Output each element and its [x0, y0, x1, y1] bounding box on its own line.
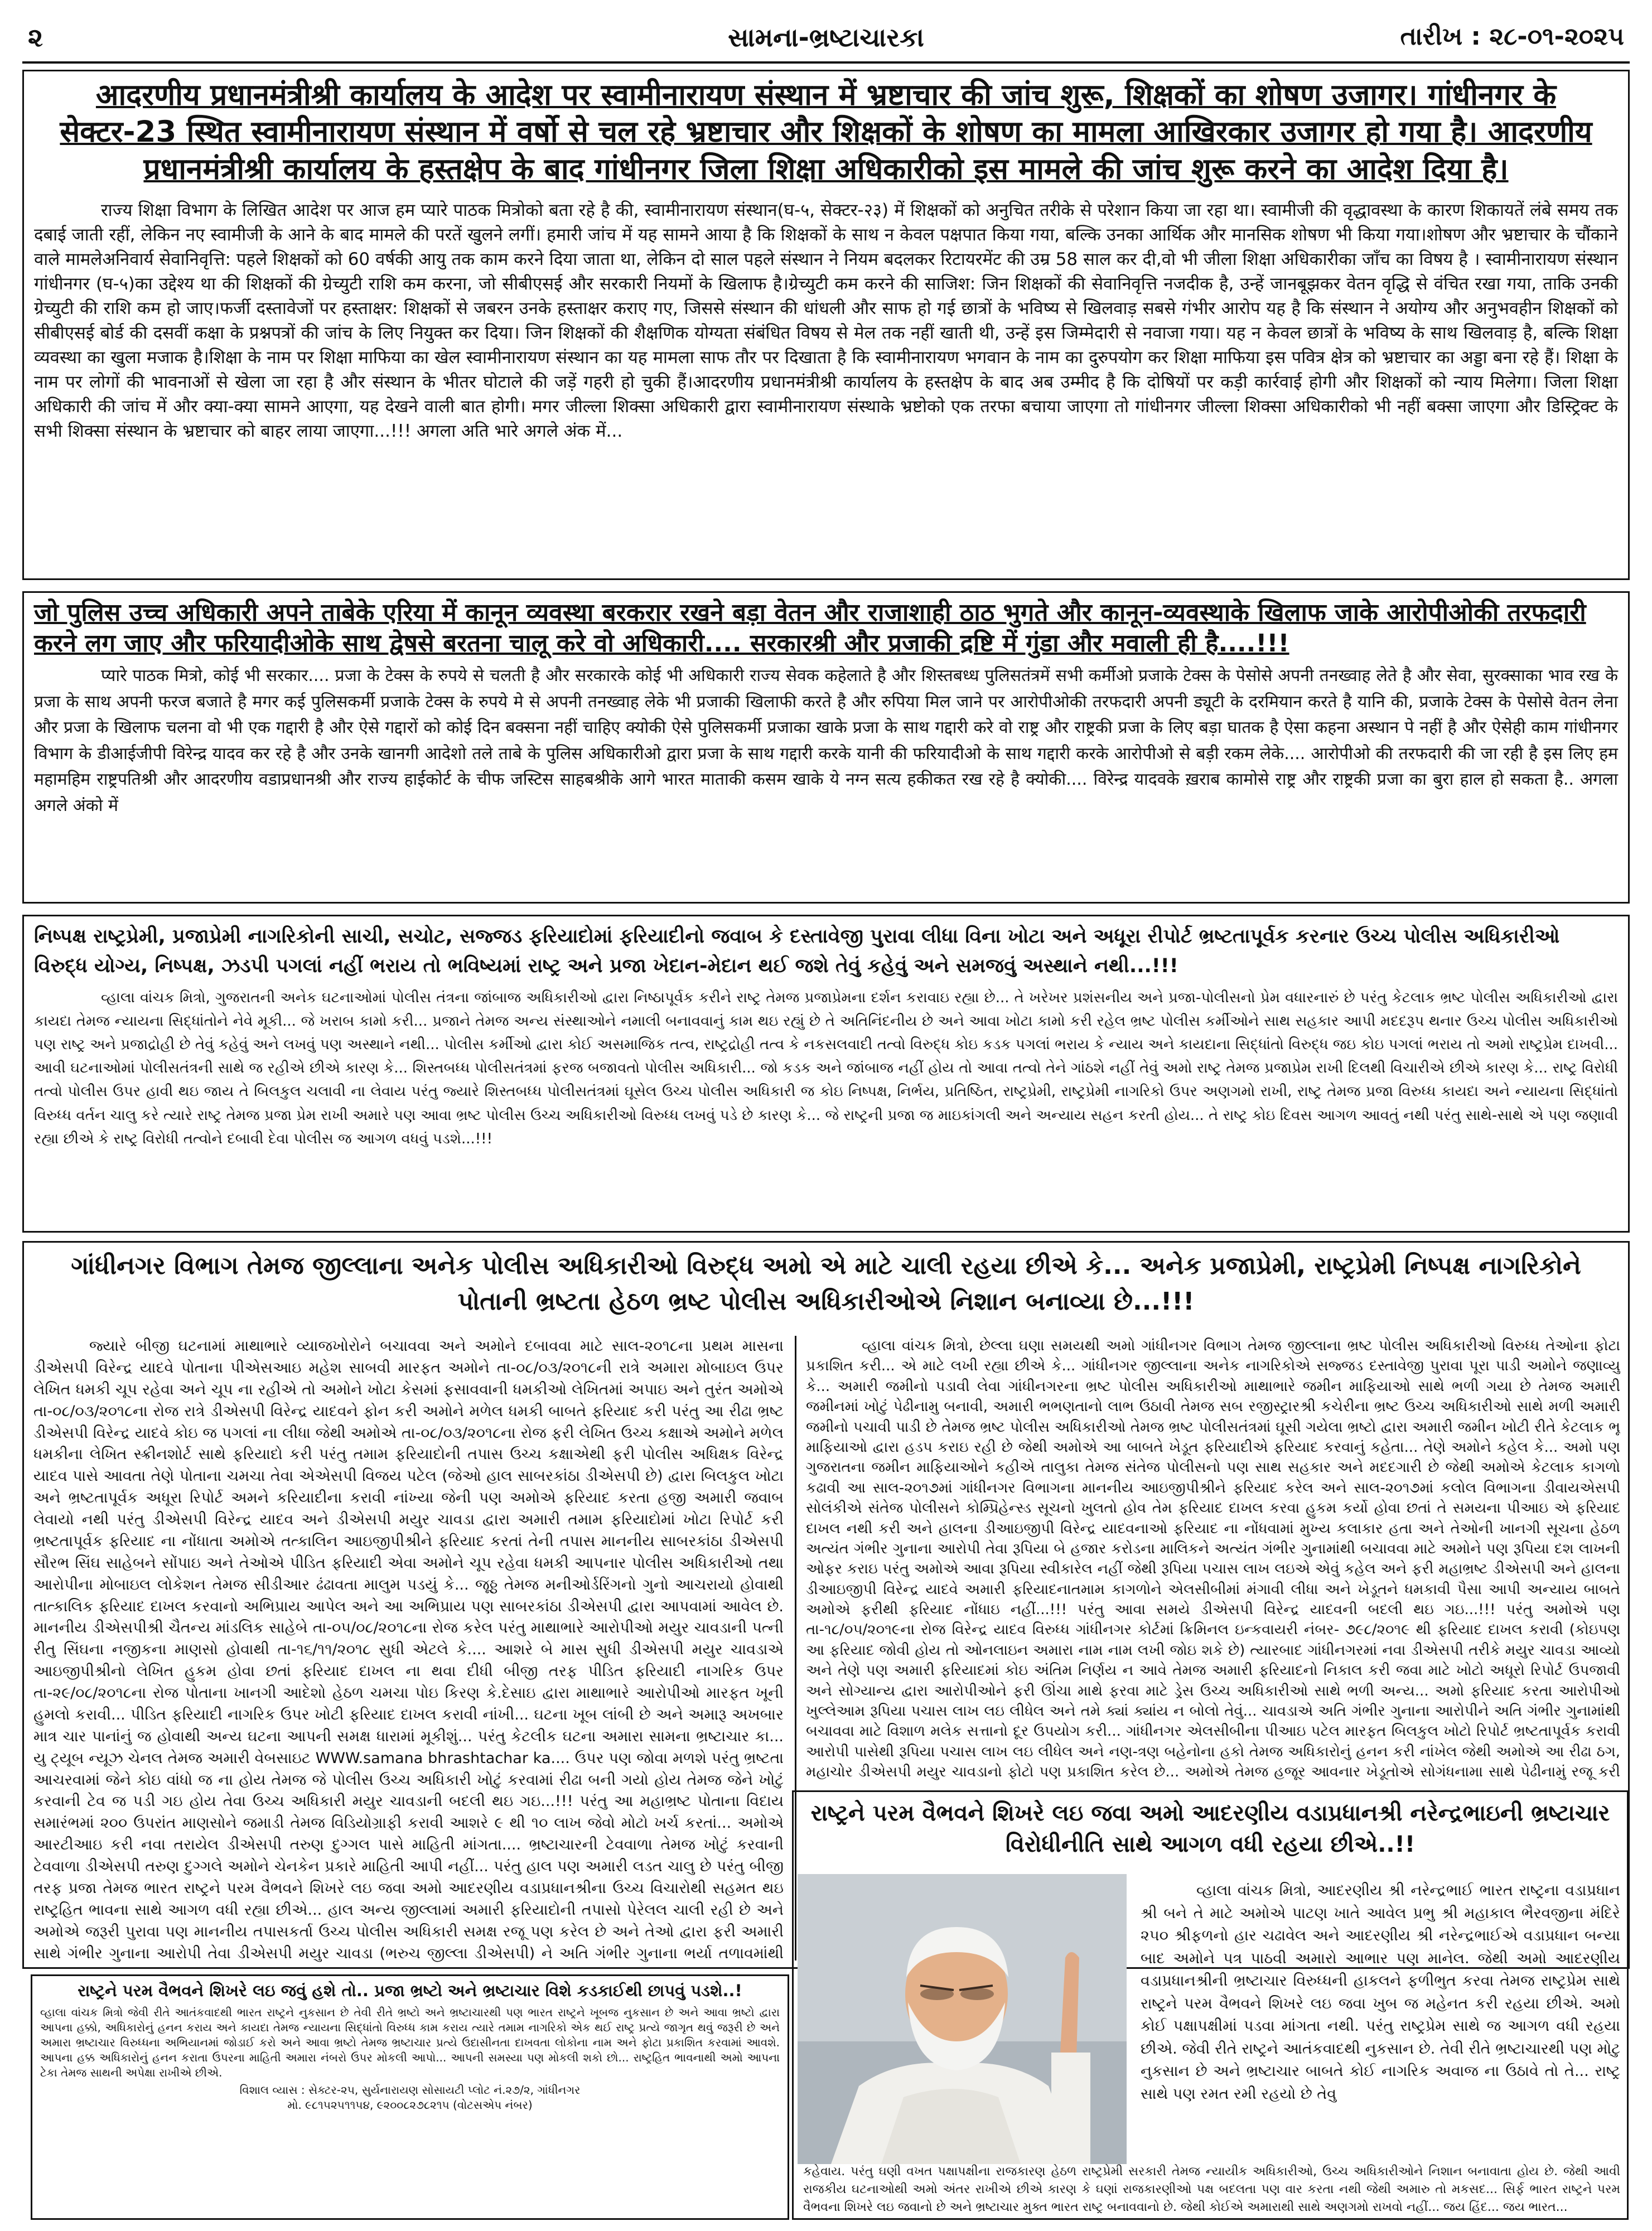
story-impartial-citizens-headline: નિષ્પક્ષ રાષ્ટ્રપ્રેમી, પ્રજાપ્રેમી નાગરિકોની સાચી, સચોટ, સજ્જડ ફરિયાદોમાં ફરિયાદીનો જવાબ કે દસ્તાવેજી પુરાવા લીધા વિના ખોટા અને અધૂરા રીપોર્ટ ભ્રષ્ટતાપૂર્વક કરનાર ઉચ્ચ પોલીસ અધિકારીઓ વિરુદ્ધ યોગ્ય, નિષ્પક્ષ, ઝડપી પગલાં નહીં ભરાય તો ભવિષ્યમાં રાષ્ટ્ર અને પ્રજા ખેદાન-મેદાન થઈ જશે તેવું કહેવું અને સમજવું અસ્થાને નથી...!!!	[34, 925, 1560, 977]
story-pm-body-beside	[1141, 1880, 1620, 2184]
appeal-headline: રાષ્ટ્રને પરમ વૈભવને શિખરે લઇ જવું હશે તો.. પ્રજા ભ્રષ્ટો અને ભ્રષ્ટાચાર વિશે કડકાઈથી છાપવું પડશે..!	[78, 1981, 742, 2000]
appeal-body: વ્હાલા વાંચક મિત્રો જેવી રીતે આતંકવાદથી ભારત રાષ્ટ્રને નુકસાન છે તેવી રીતે ભ્રષ્ટો અને ભ્રષ્ટાચારથી પણ ભારત રાષ્ટ્રને ખૂબજ નુકસાન છે અને આવા ભ્રષ્ટો દ્વારા આપના હક્કો, અધિકારોનું હનન કરાય અને કાયદા તેમજ ન્યાયના સિદ્ધાંતો વિરુધ્ધ કામ કરાય ત્યારે તમામ નાગરિકો એક થઈ રાષ્ટ્ર પ્રત્યે જાગૃત થવું જરૂરી છે અને અમારા ભ્રષ્ટાચાર વિરુધ્ધના અભિયાનમાં જોડાઈ કરો અને આવા ભ્રષ્ટો તેમજ ભ્રષ્ટાચાર પ્રત્યે ઉદાસીનતા દાખવતા લોકોના નામ અને ફોટા પ્રકાશિત કરવામાં આવશે. આપના હક્ક અધિકારોનું હનન કરાતા ઉપરના માહિતી અમારા નંબરો ઉપર મોકલી આપો... આપની સમસ્યા પણ મોકલી શકો છો... રાષ્ટ્રહિત ભાવનાથી અમો આપના ટેકા તેમજ સાથની અપેક્ષા રાખીએ છીએ.	[40, 2005, 780, 2079]
story-gandhinagar-police-left-column	[33, 1336, 784, 1963]
story-swaminarayan	[22, 70, 1630, 580]
story-impartial-citizens-body	[34, 986, 1618, 1151]
story-swaminarayan-headline: आदरणीय प्रधानमंत्रीश्री कार्यालय के आदेश पर स्वामीनारायण संस्थान में भ्रष्टाचार की जांच शुरू, शिक्षकों का शोषण उजागर। गांधीनगर के सेक्टर-23 स्थित स्वामीनारायण संस्थान में वर्षो से चल रहे भ्रष्टाचार और शिक्षकों के शोषण का मामला आखिरकार उजागर हो गया है। आदरणीय प्रधानमंत्रीश्री कार्यालय के हस्तक्षेप के बाद गांधीनगर जिला शिक्षा अधिकारीको इस मामले की जांच शुरू करने का आदेश दिया है।	[60, 78, 1592, 186]
story-gandhinagar-police-left-text: જ્યારે બીજી ઘટનામાં માથાભારે વ્યાજખોરોને બચાવવા અને અમોને દબાવવા માટે સાલ-૨૦૧૮ના પ્રથમ માસના ડીએસપી વિરેન્દ્ર યાદવે પોતાના પીએસઆઇ મહેશ સાબવી મારફત અમોને તા-૦૮/૦૩/૨૦૧૮ની રાત્રે અમારા મોબાઇલ ઉપર લેખિત ધમકી ચૂપ રહેવા અને ચૂપ ના રહીએ તો અમોને ખોટા કેસમાં ફસાવવાની ધમકીઓ લેખિતમાં અપાઇ અને તુરંત અમોએ તા-૦૮/૦૩/૨૦૧૮ના રોજ રાત્રે ડીએસપી વિરેન્દ્ર યાદવને ફોન કરી અમોને મળેલ ધમકી બાબતે ફરિયાદ કરી પરંતુ આ રીઢા ભ્રષ્ટ ડીએસપી વિરેન્દ્ર યાદવે કોઇ જ પગલાં ના લીધા જેથી અમોએ તા-૦૮/૦૩/૨૦૧૮ના રોજ ફરી લેખિત ઉચ્ચ કક્ષાએ અમોને મળેલ ધમકીના લેખિત સ્ક્રીનશોર્ટ સાથે ફરિયાદો કરી પરંતુ તમામ ફરિયાદોની તપાસ ઉચ્ચ કક્ષાએથી ફરી પોલીસ અધિક્ષક વિરેન્દ્ર યાદવ પાસે આવતા તેણે પોતાના ચમચા તેવા એએસપી વિજય પટેલ (જેઓ હાલ સાબરકાંઠા ડીએસપી છે) દ્વારા બિલકુલ ખોટા અને ભ્રષ્ટતાપૂર્વક અધૂરા રિપોર્ટ અમને કરિયાદીના કરાવી નાંખ્યા જેની પણ અમોએ ફરિયાદ કરતા હજી અમારી જવાબ લેવાયો નથી પરંતુ ડીએસપી વિરેન્દ્ર યાદવ અને ડીએસપી મયુર ચાવડા દ્વારા અમારી તમામ ફરિયાદોમાં ખોટા રિપોર્ટ કરી ભ્રષ્ટતાપૂર્વક ફરિયાદ ના નોંધાતા અમોએ તત્કાલિન આઇજીપીશ્રીને ફરિયાદ કરતાં તેની તપાસ માનનીય સાબરકાંઠા ડીએસપી સૌરભ સિંઘ સાહેબને સોંપાઇ અને તેઓએ પીડિત ફરિયાદી એવા અમોને ચૂપ રહેવા ધમકી આપનાર પોલીસ અધિકારીઓ તથા આરોપીના મોબાઇલ લોકેશન તેમજ સીડીઆર ઢંઢાવતા માલુમ પડયું કે... જૂઠ્ઠ તેમજ મનીઓર્ડરિંગનો ગુનો આચરાયો હોવાથી તાત્કાલિક ફરિયાદ દાખલ કરવાનો અભિપ્રાય આપેલ અને આ અભિપ્રાય પણ સાબરકાંઠા ડીએસપી દ્વારા આપવામાં આવેલ છે. માનનીય ડીએસપીશ્રી ચૈતન્ય માંડલિક સાહેબે તા-૦૫/૦૮/૨૦૧૮ના રોજ કરેલ પરંતુ માથાભારે આરોપીઓ મયુર ચાવડાની પત્ની રીતુ સિંઘના નજીકના માણસો હોવાથી તા-૧૬/૧૧/૨૦૧૮ સુધી એટલે કે.... આશરે બે માસ સુધી ડીએસપી મયુર ચાવડાએ આઇજીપીશ્રીનો લેખિત હુકમ હોવા છતાં ફરિયાદ દાખલ ના થવા દીધી બીજી તરફ પીડિત ફરિયાદી નાગરિક ઉપર તા-૨૯/૦૮/૨૦૧૮ના રોજ પોતાના ખાનગી આદેશો હેઠળ ચમચા પોઇ કિરણ કે.દેસાઇ દ્વારા માથાભારે આરોપીઓ મારફત ખૂની હુમલો કરાવી... પીડિત ફરિયાદી નાગરિક ઉપર ખોટી ફરિયાદ દાખલ કરાવી નાંખી... ઘટના ખૂબ લાંબી છે અને અમારૂ અખબાર માત્ર ચાર પાનાંનું જ હોવાથી અન્ય ઘટના આપની સમક્ષ ધારામાં મૂકીશું... પરંતુ કેટલીક ઘટના અમારા સામના ભ્રષ્ટાચાર કા... યુ ટ્યૂબ ન્યૂઝ ચેનલ તેમજ અમારી વેબસાઇટ WWW.samana bhrashtachar ka.... ઉપર પણ જોવા મળશે પરંતુ ભ્રષ્ટતા આચરવામાં જેને કોઇ વાંધો જ ના હોય તેમજ જે પોલીસ ઉચ્ચ અધિકારી ખોટું કરવામાં રીઢા બની ગયો હોય તેમજ જેને ખોટું કરવાની ટેવ જ પડી ગઇ હોય તેવા ઉચ્ચ અધિકારી મયુર ચાવડાની બદલી થઇ ગઇ...!!! પરંતુ આ મહાભ્રષ્ટ પોતાના વિદાય સમારંભમાં ૨૦૦ ઉપરાંત માણસોને જમાડી તેમજ વિડિયોગ્રાફી કરાવી આશરે ૯ થી ૧૦ લાખ જેવો મોટો ખર્ચ કરતાં... અમોએ આરટીઆઇ કરી નવા તરાયેલ ડીએસપી તરુણ દુગ્ગલ પાસે માહિતી માંગતા.... ભ્રષ્ટાચારની ટેવવાળા તેમજ ખોટું કરવાની ટેવવાળા ડીએસપી તરુણ દુગ્ગલે અમોને ચેનકેન પ્રકારે માહિતી આપી નહીં... પરંતુ હાલ પણ અમારી લડત ચાલુ છે પરંતુ બીજી તરફ પ્રજા તેમજ ભારત રાષ્ટ્રને પરમ વૈભવને શિખરે લઇ જવા અમો આદરણીય વડાપ્રધાનશ્રીના ઉચ્ચ વિચારોથી સહમત થઇ રાષ્ટ્રહિત ભાવના સાથે આગળ વધી રહ્યા છીએ... હાલ અન્ય જીલ્લામાં અમારી ફરિયાદોની તપાસો પેરેલલ ચાલી રહી છે અને અમોએ જરૂરી પુરાવા પણ માનનીય તપાસકર્તા ઉચ્ચ પોલીસ અધિકારી સમક્ષ રજૂ પણ કરેલ છે અને તેઓ દ્વારા ફરી અમારી સાથે ગંભીર ગુનાના આરોપી તેવા ડીએસપી મયુર ચાવડા (ભરુચ જીલ્લા ડીએસપી) ને અતિ ગંભીર ગુનાના ભર્યા તળાવમાંથી	[33, 1337, 784, 1962]
prime-minister-portrait	[798, 1874, 1127, 2164]
story-impartial-citizens-text: વ્હાલા વાંચક મિત્રો, ગુજરાતની અનેક ઘટનાઓમાં પોલીસ તંત્રના જાંબાજ અધિકારીઓ દ્વારા નિષ્ઠાપૂર્વક કરીને રાષ્ટ્ર તેમજ પ્રજાપ્રેમના દર્શન કરાવાઇ રહ્યા છે... તે ખરેખર પ્રશંસનીય અને પ્રજા-પોલીસનો પ્રેમ વધારનારું છે પરંતુ કેટલાક ભ્રષ્ટ પોલીસ અધિકારીઓ દ્વારા કાયદા તેમજ ન્યાયના સિદ્ધાંતોને નેવે મૂકી... જે ખરાબ કામો કરી... પ્રજાને તેમજ અન્ય સંસ્થાઓને નમાલી બનાવવાનું કામ થઇ રહ્યું છે તે અતિનિંદનીય છે અને આવા ખોટા કામો કરી રહેલ ભ્રષ્ટ પોલીસ કર્મીઓને સાથ સહકાર આપી મદદરૂપ થનાર ઉચ્ચ પોલીસ અધિકારીઓ પણ રાષ્ટ્ર અને પ્રજાદ્રોહી છે તેવું કહેવું અને લખવું પણ અસ્થાને નથી... પોલીસ કર્મીઓ દ્વારા કોઈ અસમાજિક તત્વ, રાષ્ટ્રદ્રોહી તત્વ કે નકસલવાદી તત્વો વિરુદ્ધ કોઇ કડક પગલાં ભરાય કે ન્યાય અને કાયદાના સિદ્ધાંતો વિરુદ્ધ જઇ કોઇ પગલાં ભરાય તો અમો રાષ્ટ્રપ્રેમ દાખવી... આવી ઘટનાઓમાં પોલીસતંત્રની સાથે જ રહીએ છીએ કારણ કે... શિસ્તબધ્ધ પોલીસતંત્રમાં ફરજ બજાવતો પોલીસ અધિકારી... જો કડક અને જાંબાજ નહીં હોય તો આવા તત્વો તેને ગાંઠશે નહીં તેવું અમો રાષ્ટ્ર તેમજ પ્રજાપ્રેમ રાખી દિલથી વિચારીએ છીએ કારણ કે... રાષ્ટ્ર વિરોધી તત્વો પોલીસ ઉપર હાવી થઇ જાય તે બિલકુલ ચલાવી ના લેવાય પરંતુ જ્યારે શિસ્તબધ્ધ પોલીસતંત્રમાં ઘૂસેલ ઉચ્ચ પોલીસ અધિકારી જ કોઇ નિષ્પક્ષ, નિર્ભય, પ્રતિષ્ઠિત, રાષ્ટ્રપ્રેમી, રાષ્ટ્રપ્રેમી નાગરિકો ઉપર અણગમો રાખી, રાષ્ટ્ર તેમજ પ્રજા વિરુધ્ધ કાયદા અને ન્યાયના સિદ્ધાંતો વિરુધ્ધ વર્તન ચાલુ કરે ત્યારે રાષ્ટ્ર તેમજ પ્રજા પ્રેમ રાખી અમારે પણ આવા ભ્રષ્ટ પોલીસ ઉચ્ચ અધિકારીઓ વિરુધ્ધ લખવું પડે છે કારણ કે... જે રાષ્ટ્રની પ્રજા જ માઇકાંગલી અને અન્યાય સહન કરતી હોય... તે રાષ્ટ્ર કોઇ દિવસ આગળ આવતું નથી પરંતુ સાથે-સાથે એ પણ જણાવી રહ્યા છીએ કે રાષ્ટ્ર વિરોધી તત્વોને દબાવી દેવા પોલીસ જ આગળ વધવું પડશે...!!!	[34, 989, 1618, 1147]
story-impartial-citizens	[22, 915, 1630, 1233]
appeal-phone: મો. ૯૮૧૫૨૫૧૧૫૪, ૯૨૦૦૮૨૭૮૨૧૫ (વોટસએપ નંબર)	[287, 2098, 533, 2112]
story-police-officer-body	[34, 663, 1618, 819]
page-number: ૨	[28, 22, 44, 52]
story-gandhinagar-police-right-column	[806, 1336, 1620, 1782]
story-gandhinagar-police-headline: ગાંધીનગર વિભાગ તેમજ જીલ્લાના અનેક પોલીસ અધિકારીઓ વિરુદ્ધ અમો એ માટે ચાલી રહયા છીએ કે... અનેક પ્રજાપ્રેમી, રાષ્ટ્રપ્રેમી નિષ્પક્ષ નાગરિકોને પોતાની ભ્રષ્ટતા હેઠળ ભ્રષ્ટ પોલીસ અધિકારીઓએ નિશાન બનાવ્યા છે...!!!	[71, 1252, 1581, 1316]
story-police-officer-headline: जो पुलिस उच्च अधिकारी अपने ताबेके एरिया में कानून व्यवस्था बरकरार रखने बड़ा वेतन और राजाशाही ठाठ भुगते और कानून-व्यवस्थाके खिलाफ जाके आरोपीओकी तरफदारी करने लग जाए और फरियादीओके साथ द्वेषसे बरतना चालू करे वो अधिकारी.... सरकारश्री और प्रजाकी द्रष्टि में गुंडा और मवाली ही है....!!!	[34, 598, 1586, 658]
story-pm-headline: રાષ્ટ્રને પરમ વૈભવને શિખરે લઇ જવા અમો આદરણીય વડાપ્રધાનશ્રી નરેન્દ્રભાઇની ભ્રષ્ટાચાર વિરોધીનીતિ સાથે આગળ વધી રહયા છીએ..!!	[810, 1800, 1610, 1857]
prime-minister-photo	[798, 1874, 1127, 2164]
story-pm-body-below	[803, 2163, 1620, 2218]
issue-date: તારીખ : ૨૮-૦૧-૨૦૨૫	[1400, 22, 1624, 51]
story-pm-text-beside: વ્હાલા વાંચક મિત્રો, આદરણીય શ્રી નરેન્દ્રભાઈ ભારત રાષ્ટ્રના વડાપ્રધાન શ્રી બને તે માટે અમોએ પાટણ ખાતે આવેલ પ્રભુ શ્રી મહાકાલ ભૈરવજીના મંદિરે ૨૫૦ શ્રીફળનો હાર ચઢાવેલ અને આદરણીય શ્રી નરેન્દ્રભાઈએ વડાપ્રધાન બન્યા બાદ અમોને પત્ર પાઠવી અમારો આભાર પણ માનેલ. જેથી અમો આદરણીય વડાપ્રધાનશ્રીની ભ્રષ્ટાચાર વિરુધ્ધની હાકલને ફળીભુત કરવા તેમજ રાષ્ટ્રપ્રેમ સાથે રાષ્ટ્રને પરમ વૈભવને શિખરે લઇ જવા ખુબ જ મહેનત કરી રહયા છીએ. અમો કોઈ પક્ષાપક્ષીમાં પડવા માંગતા નથી. પરંતુ રાષ્ટ્રપ્રેમ સાથે જ આગળ વધી રહયા છીએ. જેવી રીતે રાષ્ટ્રને આતંકવાદથી નુકસાન છે. તેવી રીતે ભ્રષ્ટાચારથી પણ મોટુ નુકસાન છે અને ભ્રષ્ટાચાર બાબતે કોઈ નાગરિક અવાજ ના ઉઠાવે તો તે... રાષ્ટ્ર સાથે પણ રમત રમી રહયો છે તેવુ	[1141, 1882, 1620, 2103]
appeal-box	[31, 1974, 789, 2220]
masthead	[22, 22, 1630, 64]
story-police-officer-text: प्यारे पाठक मित्रो, कोई भी सरकार.... प्रजा के टेक्स के रुपये से चलती है और सरकारके कोई भी अधिकारी राज्य सेवक कहेलाते है और शिस्तबध्ध पुलिसतंत्रमें सभी कर्मीओ प्रजाके टेक्स के पेसोसे अपनी तनख्वाह लेते है और सेवा, सुरक्साका भाव रख के प्रजा के साथ अपनी फरज बजाते है मगर कई पुलिसकर्मी प्रजाके टेक्स के रुपये मे से अपनी तनख्वाह लेके भी प्रजाकी खिलाफी करते है और रुपिया मिल जाने पर आरोपीओकी तरफदारी अपनी ड्यूटी के दरमियान करते है यानि की, प्रजाके टेक्स के पेसोसे वेतन लेना और प्रजा के खिलाफ चलना वो भी एक गद्दारी है और ऐसे गद्दारों को कोई दिन बक्सना नहीं चाहिए क्योकी ऐसे पुलिसकर्मी प्रजाका खाके प्रजा के साथ गद्दारी करे वो राष्ट्र और राष्ट्रकी प्रजा के लिए बड़ा घातक है ऐसा कहना अस्थान पे नहीं है और ऐसेही काम गांधीनगर विभाग के डीआईजीपी विरेन्द्र यादव कर रहे है और उनके खानगी आदेशो तले ताबे के पुलिस अधिकारीओ द्वारा प्रजा के साथ गद्दारी करके यानी की फरियादीओ के साथ गद्दारी करके आरोपीओ से बड़ी रकम लेके.... आरोपीओ की तरफदारी की जा रही है इस लिए हम महामहिम राष्ट्रपतिश्री और आदरणीय वडाप्रधानश्री और राज्य हाईकोर्ट के चीफ जस्टिस साहबश्रीके आगे भारत माताकी कसम खाके ये नग्न सत्य हकीकत रख रहे है क्योकी.... विरेन्द्र यादवके ख़राब कामोसे राष्ट्र और राष्ट्रकी प्रजा का बुरा हाल हो सकता है.. अगला अगले अंको में	[34, 666, 1618, 815]
story-pm-text-below: કહેવાય. પરંતુ ઘણી વખત પક્ષાપક્ષીના રાજકારણ હેઠળ રાષ્ટ્રપ્રેમી સરકારી તેમજ ન્યાયીક અધિકારીઓ, ઉચ્ચ અધિકારીઓને નિશાન બનાવાતા હોય છે. જેથી આવી રાજકીય ઘટનાઓથી અમો અંતર રાખીએ છીએ કારણ કે ઘણાં રાજકારણીઓ પક્ષ બદલતા પણ વાર કરતા નથી જેથી અમારુ તો મકસદ... સિર્ફ ભારત રાષ્ટ્રને પરમ વૈભવના શિખરે લઇ જવાનો છે અને ભ્રષ્ટાચાર મુક્ત ભારત રાષ્ટ્ર બનાવવાનો છે. જેથી કોઈએ અમારાથી સાથે અણગમો રાખવો નહીં... જય હિંદ... જય ભારત...	[803, 2165, 1620, 2214]
appeal-contact: વિશાલ વ્યાસ : સેક્ટર-૨૫, સુર્યનારાયણ સોસાયટી પ્લોટ નં.૨૭/૨, ગાંધીનગર	[239, 2083, 581, 2097]
story-gandhinagar-police-right-text: વ્હાલા વાંચક મિત્રો, છેલ્લા ઘણા સમયથી અમો ગાંધીનગર વિભાગ તેમજ જીલ્લાના ભ્રષ્ટ પોલીસ અધિકારીઓ વિરુધ્ધ તેઓના ફોટા પ્રકાશિત કરી... એ માટે લખી રહ્યા છીએ કે... ગાંધીનગર જીલ્લાના અનેક નાગરિકોએ સજ્જડ દસ્તાવેજી પુરાવા પૂરા પાડી અમોને જણાવ્યુ કે... અમારી જમીનો પડાવી લેવા ગાંધીનગરના ભ્રષ્ટ પોલીસ અધિકારીઓ માથાભારે જમીન માફિયાઓ સાથે ભળી ગયા છે તેમજ અમારી જમીનમાં ખોટું પેઢીનામુ બનાવી, અમારી ભભણતાનો લાભ ઉઠાવી તેમજ સબ રજીસ્ટ્રારશ્રી કચેરીના ભ્રષ્ટ ઉચ્ચ અધિકારીઓ સાથે મળી અમારી જમીનો પચાવી પાડી છે તેમજ ભ્રષ્ટ પોલીસ અધિકારીઓ તેમજ ભ્રષ્ટ પોલીસતંત્રમાં ઘૂસી ગયેલા ભ્રષ્ટો દ્વારા અમારી જમીન ખોટી રીતે કેટલાક ભૂ માફિયાઓ દ્વારા હડપ કરાઇ રહી છે જેથી અમોએ આ બાબતે ખેડૂત ફરિયાદીએ ફરિયાદ કરવાનું કહેતા... તેણે અમોને કહેલ કે... અમો પણ ગુજરાતના જમીન માફિયાઓને કહીએ તાલુકા તેમજ સંતેજ પોલીસનો પણ સાથ સહકાર અને મદદગારી છે જેથી અમોએ કેટલાક કાગળો કઢાવી આ સાલ-૨૦૧૭માં ગાંધીનગર વિભાગના માનનીય આઇજીપીશ્રીને ફરિયાદ કરેલ અને સાલ-૨૦૧૭માં કલોલ વિભાગના ડીવાયએસપી સોલંકીએ સંતેજ પોલીસને કોમ્પ્રિહેન્સ્ડ સૂચનો ખુલતો હોવ તેમ ફરિયાદ દાખલ કરવા હુકમ કર્યો હોવા છતાં તે સમયના પીઆઇ એ ફરિયાદ દાખલ નથી કરી અને હાલના ડીઆઇજીપી વિરેન્દ્ર યાદવનાઓ ફરિયાદ ના નોંધવામાં મુખ્ય કલાકાર હતા અને તેઓની ખાનગી સૂચના હેઠળ અત્યંત ગંભીર ગુનાના આરોપી તેવા રૂપિયા બે હજાર કરોડના માલિકને અત્યંત ગંભીર ગુનામાંથી બચાવવા માટે અમોને પણ રૂપિયા દશ લાખની ઓફર કરાઇ પરંતુ અમોએ આવા રૂપિયા સ્વીકારેલ નહીં જેથી રૂપિયા પચાસ લાખ લઇએ એવું કહેલ અને ફરી મહાભ્રષ્ટ ડીએસપી અને હાલના ડીઆઇજીપી વિરેન્દ્ર યાદવે અમારી ફરિયાદનાતમામ કાગળોને એલસીબીમાં મંગાવી લીધા અને ખેડૂતને ધમકાવી પૈસા આપી અન્યાય બાબતે અમોએ ફરીથી ફરિયાદ નોંધાઇ નહીં...!!! પરંતુ આવા સમયે ડીએસપી વિરેન્દ્ર યાદવની બદલી થઇ ગઇ...!!! પરંતુ અમોએ પણ તા-૧૮/૦૫/૨૦૧૯ના રોજ વિરેન્દ્ર યાદવ વિરુધ્ધ ગાંધીનગર કોર્ટમાં ક્રિમિનલ ઇન્કવાયરી નંબર- ૭૯૮/૨૦૧૯ થી ફરિયાદ દાખલ કરાવી (કોઇપણ આ ફરિયાદ જોવી હોય તો ઓનલાઇન અમારા નામ નામ લખી જોઇ શકે છે) ત્યારબાદ ગાંધીનગરમાં નવા ડીએસપી તરીકે મયુર ચાવડા આવ્યો અને તેણે પણ અમારી ફરિયાદમાં કોઇ અંતિમ નિર્ણય ન આવે તેમજ અમારી ફરિયાદનો નિકાલ કરી જવા માટે ખોટો અધૂરો રિપોર્ટ ઉપજાવી અને સોગ્યાન્ય દ્વારા આરોપીઓને ફરી ઊંચા માથે ફરવા માટે ડ્રેસ ઉચ્ચ અધિકારીઓ સાથે ભળી અન્ય... અમો ફરિયાદ કરતા આરોપીઓ ખુલ્લેઆમ રૂપિયા પચાસ લાખ લઇ લીધેલ અને તમે ક્યાં ક્યાંય ન બોલો તેવું... ચાવડાએ અતિ ગંભીર ગુનાના આરોપીને અતિ ગંભીર ગુનામાંથી બચાવવા માટે વિશાળ મલેક સત્તાનો દૂર ઉપયોગ કરી... ગાંધીનગર એલસીબીના પીઆઇ પટેલ મારફત બિલકુલ ખોટો રિપોર્ટ ભ્રષ્ટતાપૂર્વક કરાવી આરોપી પાસેથી રૂપિયા પચાસ લાખ લઇ લીધેલ અને નણ-ત્રણ બહેનોના હકો તેમજ અધિકારોનું હનન કરી નાંખેલ જેથી અમોએ આ રીઢા ઠગ, મહાચોર ડીએસપી મયુર ચાવડાનો ફોટો પણ પ્રકાશિત કરેલ છે... અમોએ તેમજ હજૂર આવનાર ખેડૂતોએ સોગંધનામા સાથે પેઢીનામું રજૂ કરી	[806, 1337, 1620, 1781]
story-police-officer	[22, 591, 1630, 904]
story-swaminarayan-body	[34, 198, 1618, 443]
story-swaminarayan-text: राज्य शिक्षा विभाग के लिखित आदेश पर आज हम प्यारे पाठक मित्रोको बता रहे है की, स्वामीनारायण संस्थान(घ-५, सेक्टर-२३) में शिक्षकों को अनुचित तरीके से परेशान किया जा रहा था। स्वामीजी की वृद्धावस्था के कारण शिकायतें लंबे समय तक दबाई जाती रहीं, लेकिन नए स्वामीजी के आने के बाद मामले की परतें खुलने लगीं। हमारी जांच में यह सामने आया है कि शिक्षकों के साथ न केवल पक्षपात किया गया, बल्कि उनका आर्थिक और मानसिक शोषण भी किया गया।शोषण और भ्रष्टाचार के चौंकाने वाले मामलेअनिवार्य सेवानिवृत्ति: पहले शिक्षकों को 60 वर्षकी आयु तक काम करने दिया जाता था, लेकिन दो साल पहले संस्थान ने नियम बदलकर रिटायरमेंट की उम्र 58 साल कर दी,वो भी जीला शिक्षा अधिकारीका जाँच का विषय है । स्वामीनारायण संस्थान गांधीनगर (घ-५)का उद्देश्य था की शिक्षकों की ग्रेच्युटी राशि कम करना, जो सीबीएसई और सरकारी नियमों के खिलाफ है।ग्रेच्युटी कम करने की साजिश: जिन शिक्षकों की सेवानिवृत्ति नजदीक है, उन्हें जानबूझकर वेतन वृद्धि से वंचित रखा गया, ताकि उनकी ग्रेच्युटी की राशि कम हो जाए।फर्जी दस्तावेजों पर हस्ताक्षर: शिक्षकों से जबरन उनके हस्ताक्षर कराए गए, जिससे संस्थान की धांधली और साफ हो गई छात्रों के भविष्य से खिलवाड़ सबसे गंभीर आरोप यह है कि संस्थान ने अयोग्य और अनुभवहीन शिक्षकों को सीबीएसई बोर्ड की दसवीं कक्षा के प्रश्नपत्रों की जांच के लिए नियुक्त कर दिया। जिन शिक्षकों की शैक्षणिक योग्यता संबंधित विषय से मेल तक नहीं खाती थी, उन्हें इस जिम्मेदारी से नवाजा गया। यह न केवल छात्रों के भविष्य के साथ खिलवाड़ है, बल्कि शिक्षा व्यवस्था का खुला मजाक है।शिक्षा के नाम पर शिक्षा माफिया का खेल स्वामीनारायण संस्थान का यह मामला साफ तौर पर दिखाता है कि स्वामीनारायण भगवान के नाम का दुरुपयोग कर शिक्षा माफिया इस पवित्र क्षेत्र को भ्रष्टाचार का अड्डा बना रहे हैं। शिक्षा के नाम पर लोगों की भावनाओं से खेला जा रहा है और संस्थान के भीतर घोटाले की जड़ें गहरी हो चुकी हैं।आदरणीय प्रधानमंत्रीश्री कार्यालय के हस्तक्षेप के बाद अब उम्मीद है कि दोषियों पर कड़ी कार्रवाई होगी और शिक्षकों को न्याय मिलेगा। जिला शिक्षा अधिकारी की जांच में और क्या-क्या सामने आएगा, यह देखने वाली बात होगी। मगर जील्ला शिक्सा अधिकारी द्वारा स्वामीनारायण संस्थाके भ्रष्टोको एक तरफा बचाया जाएगा तो गांधीनगर जील्ला शिक्सा अधिकारीको भी नहीं बक्सा जाएगा और डिस्ट्रिक्ट के सभी शिक्सा संस्थान के भ्रष्टाचार को बाहर लाया जाएगा...!!! अगला अति भारे अगले अंक में...	[34, 200, 1618, 441]
paper-name: સામના-ભ્રષ્ટાચારકા	[728, 22, 924, 52]
